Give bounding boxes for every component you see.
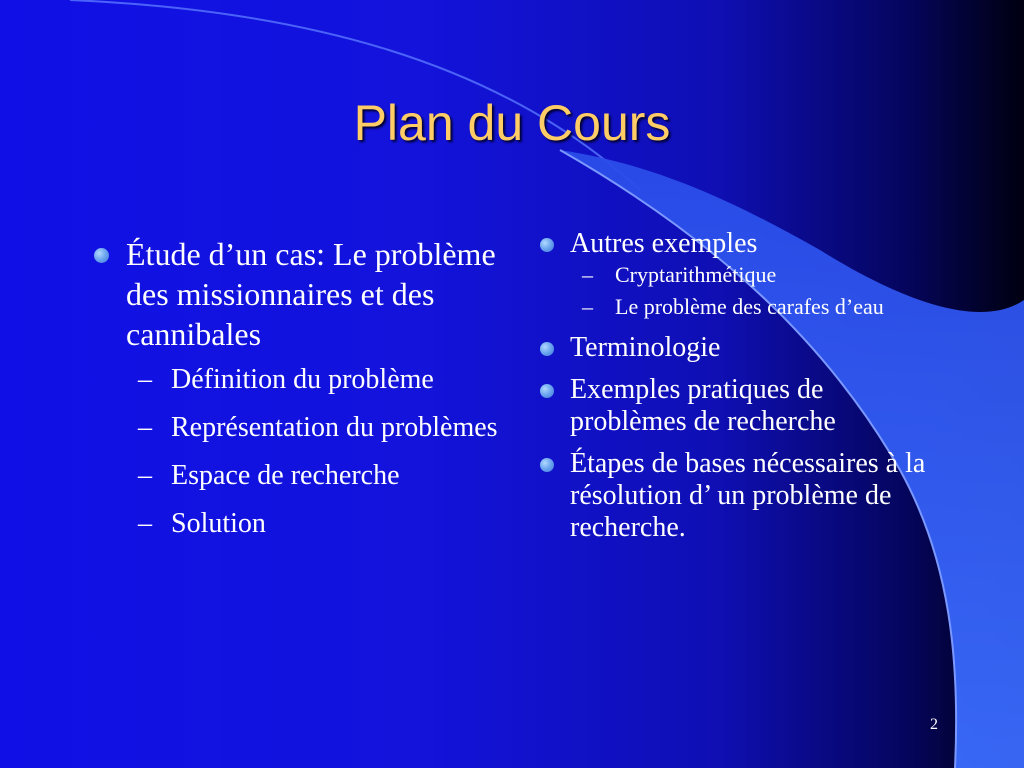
sub-bullet-text: Cryptarithmétique: [615, 262, 777, 287]
list-item: [540, 332, 935, 364]
sub-list-item: [126, 504, 514, 544]
sub-bullet-list: [126, 360, 514, 544]
sub-list-item: [126, 360, 514, 400]
dash-icon: –: [582, 294, 593, 319]
sub-list-item: [126, 408, 514, 448]
bullet-text: Exemples pratiques de problèmes de recherche: [570, 374, 836, 437]
list-item: [540, 448, 935, 544]
right-bullet-list: [540, 228, 935, 544]
dash-icon: –: [582, 262, 593, 287]
dash-icon: –: [138, 412, 152, 443]
list-item: [94, 234, 514, 544]
sub-bullet-text: Espace de recherche: [171, 460, 400, 491]
bullet-icon: [540, 458, 554, 472]
bullet-icon: [94, 248, 109, 263]
slide-title: Plan du Cours: [353, 95, 671, 151]
left-bullet-list: [94, 234, 514, 544]
list-item: [540, 374, 935, 438]
sub-bullet-list: [570, 262, 935, 320]
left-column: [94, 234, 514, 552]
bullet-icon: [540, 238, 554, 252]
dash-icon: –: [138, 508, 152, 539]
bullet-text: Étapes de bases nécessaires à la résolution d’ un problème de recherche.: [570, 448, 926, 543]
sub-bullet-text: Représentation du problèmes: [171, 412, 498, 443]
dash-icon: –: [138, 460, 152, 491]
page-number: 2: [930, 716, 938, 733]
sub-bullet-text: Définition du problème: [171, 364, 434, 395]
list-item: [540, 228, 935, 320]
bullet-icon: [540, 342, 554, 356]
sub-bullet-text: Le problème des carafes d’eau: [615, 294, 884, 319]
right-column: [540, 228, 935, 554]
sub-list-item: [570, 262, 935, 288]
sub-list-item: [570, 294, 935, 320]
dash-icon: –: [138, 364, 152, 395]
bullet-text: Autres exemples: [570, 228, 758, 259]
bullet-text: Terminologie: [570, 332, 721, 363]
sub-list-item: [126, 456, 514, 496]
bullet-icon: [540, 384, 554, 398]
bullet-text: Étude d’un cas: Le problème des missionnaires et des cannibales: [126, 236, 496, 352]
sub-bullet-text: Solution: [171, 508, 266, 539]
